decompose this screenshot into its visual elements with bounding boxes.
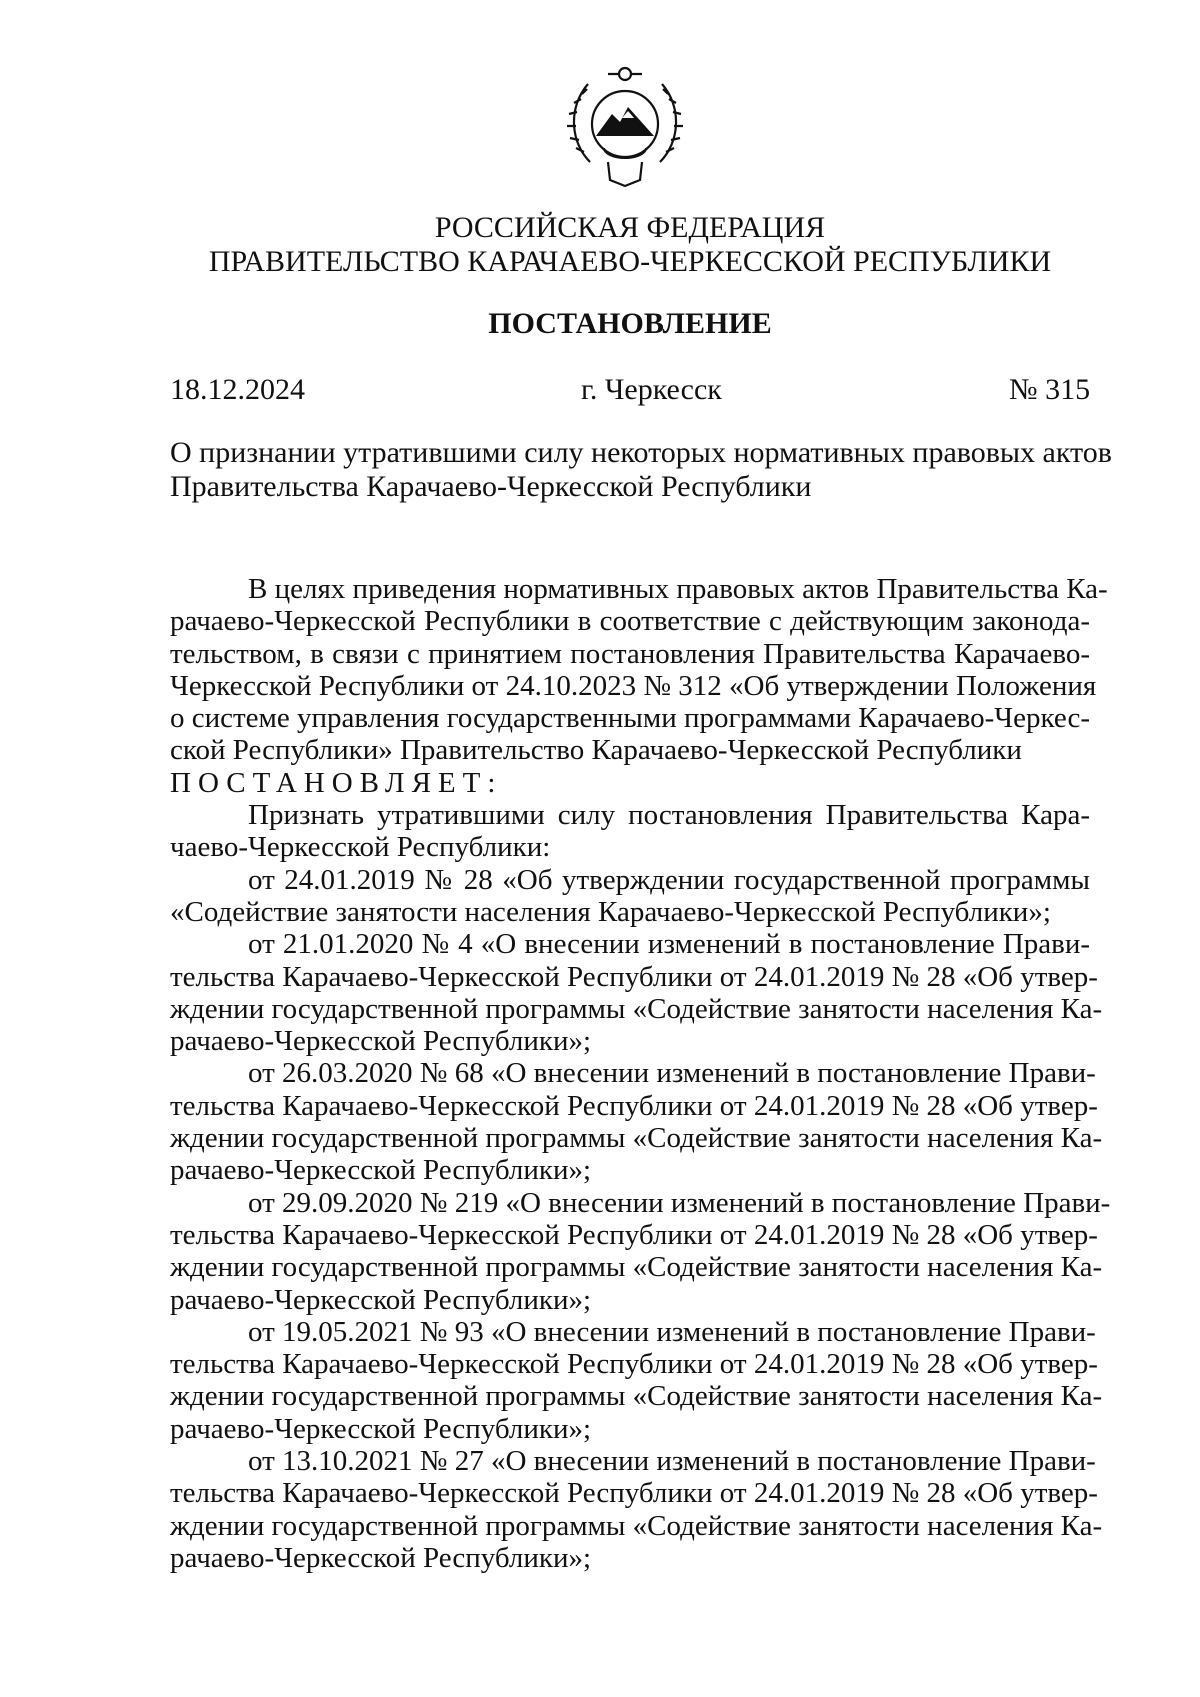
body-line: Черкесской Республики от 24.10.2023 № 312 «Об утверждении Положения bbox=[170, 669, 1097, 702]
body-line: «Содействие занятости населения Карачаево-Черкесской Республики»; bbox=[170, 895, 1051, 928]
body-line: Признать утратившими силу постановления Правительства Кара- bbox=[248, 799, 1090, 832]
body-line: ждении государственной программы «Содействие занятости населения Ка- bbox=[170, 1251, 1103, 1284]
body-line: тельством, в связи с принятием постановления Правительства Карачаево- bbox=[170, 637, 1090, 670]
document-number: № 315 bbox=[1009, 373, 1091, 406]
subject-line: Правительства Карачаево-Черкесской Республики bbox=[170, 470, 812, 503]
body-line: тельства Карачаево-Черкесской Республики от 24.01.2019 № 28 «Об утвер- bbox=[170, 1348, 1098, 1381]
government-title: ПРАВИТЕЛЬСТВО КАРАЧАЕВО-ЧЕРКЕССКОЙ РЕСПУБЛИКИ bbox=[208, 245, 1052, 278]
body-line: о системе управления государственными программами Карачаево-Черкес- bbox=[170, 702, 1090, 735]
document-type-title: ПОСТАНОВЛЕНИЕ bbox=[488, 307, 772, 340]
body-line: тельства Карачаево-Черкесской Республики от 24.01.2019 № 28 «Об утвер- bbox=[170, 1089, 1098, 1122]
body-line: рачаево-Черкесской Республики»; bbox=[170, 1283, 592, 1316]
coat-of-arms-icon bbox=[560, 62, 690, 192]
body-line: рачаево-Черкесской Республики»; bbox=[170, 1025, 592, 1058]
body-line: тельства Карачаево-Черкесской Республики от 24.01.2019 № 28 «Об утвер- bbox=[170, 960, 1098, 993]
body-line: рачаево-Черкесской Республики»; bbox=[170, 1412, 592, 1445]
body-line: рачаево-Черкесской Республики»; bbox=[170, 1541, 592, 1574]
document-city: г. Черкесск bbox=[581, 373, 722, 406]
subject-line: О признании утратившими силу некоторых нормативных правовых актов bbox=[170, 436, 1112, 469]
body-line: В целях приведения нормативных правовых актов Правительства Ка- bbox=[248, 573, 1108, 605]
body-line: от 19.05.2021 № 93 «О внесении изменений в постановление Прави- bbox=[248, 1315, 1096, 1348]
document-body bbox=[170, 573, 1111, 1574]
body-line: ПОСТАНОВЛЯЕТ: bbox=[170, 766, 503, 799]
body-line: ждении государственной программы «Содействие занятости населения Ка- bbox=[170, 1122, 1103, 1155]
body-line: от 21.01.2020 № 4 «О внесении изменений в постановление Прави- bbox=[248, 928, 1090, 961]
body-line: ждении государственной программы «Содействие занятости населения Ка- bbox=[170, 992, 1103, 1025]
document-date: 18.12.2024 bbox=[170, 373, 305, 406]
body-line: рачаево-Черкесской Республики»; bbox=[170, 1154, 592, 1187]
body-line: от 13.10.2021 № 27 «О внесении изменений в постановление Прави- bbox=[248, 1445, 1096, 1478]
body-line: ждении государственной программы «Содействие занятости населения Ка- bbox=[170, 1509, 1103, 1542]
document-subject bbox=[170, 436, 1112, 504]
body-line: ской Республики» Правительство Карачаево-Черкесской Республики bbox=[170, 734, 1022, 767]
country-title: РОССИЙСКАЯ ФЕДЕРАЦИЯ bbox=[434, 211, 826, 244]
body-line: рачаево-Черкесской Республики в соответствие с действующим законода- bbox=[170, 605, 1090, 638]
body-line: от 26.03.2020 № 68 «О внесении изменений в постановление Прави- bbox=[248, 1057, 1096, 1090]
body-line: чаево-Черкесской Республики: bbox=[170, 831, 551, 864]
body-line: тельства Карачаево-Черкесской Республики от 24.01.2019 № 28 «Об утвер- bbox=[170, 1477, 1098, 1510]
body-line: от 29.09.2020 № 219 «О внесении изменений в постановление Прави- bbox=[248, 1186, 1111, 1219]
body-line: от 24.01.2019 № 28 «Об утверждении государственной программы bbox=[248, 863, 1090, 896]
body-line: тельства Карачаево-Черкесской Республики от 24.01.2019 № 28 «Об утвер- bbox=[170, 1218, 1098, 1251]
body-line: ждении государственной программы «Содействие занятости населения Ка- bbox=[170, 1380, 1103, 1413]
